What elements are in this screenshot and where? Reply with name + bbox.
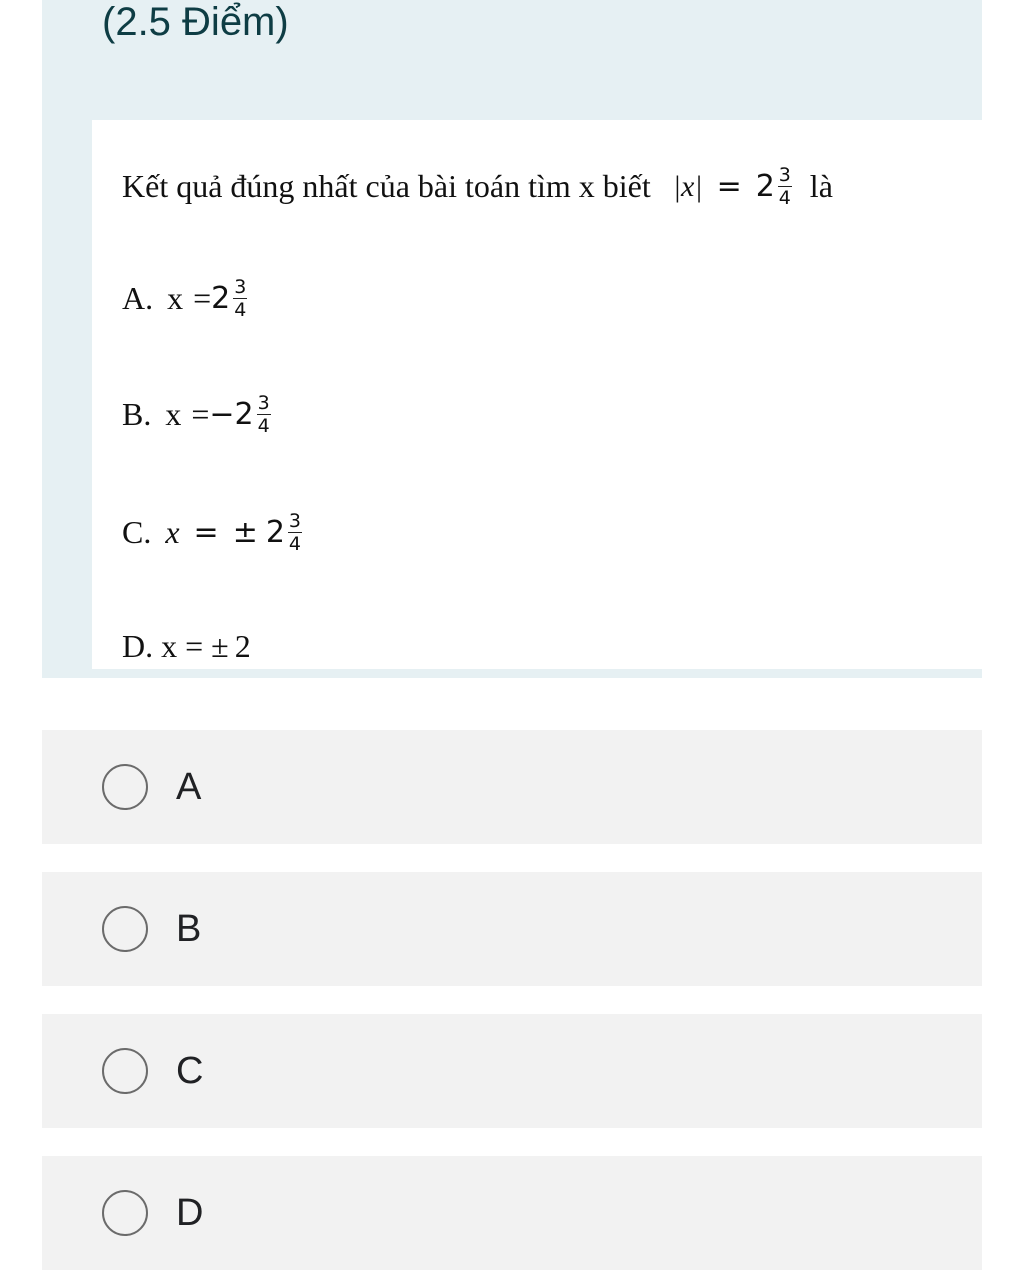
question-fraction: $\frac{3}{4}$ bbox=[778, 164, 791, 209]
radio-button-b[interactable] bbox=[102, 906, 148, 952]
choice-b-label: B bbox=[176, 907, 202, 950]
choice-b-row[interactable] bbox=[42, 872, 982, 986]
option-a-fraction: $\frac{3}{4}$ bbox=[234, 276, 247, 321]
question-suffix: là bbox=[809, 168, 833, 204]
points-label: (2.5 Điểm) bbox=[102, 0, 289, 44]
option-b-text: B. x = − 2 $\frac{3}{4}$ bbox=[122, 392, 270, 437]
question-whole: 2 bbox=[755, 169, 775, 204]
question-text bbox=[122, 164, 833, 209]
choice-a-row[interactable] bbox=[42, 730, 982, 844]
question-abs-x: |x| bbox=[672, 170, 703, 203]
choice-a-label: A bbox=[176, 765, 202, 808]
option-b-fraction: $\frac{3}{4}$ bbox=[257, 392, 270, 437]
option-c-fraction: $\frac{3}{4}$ bbox=[288, 510, 301, 555]
choice-c-row[interactable] bbox=[42, 1014, 982, 1128]
choice-d-label: D bbox=[176, 1191, 204, 1234]
radio-button-a[interactable] bbox=[102, 764, 148, 810]
question-header-panel bbox=[42, 0, 982, 678]
question-card bbox=[92, 120, 1015, 669]
option-c-text: C. x = ± 2 $\frac{3}{4}$ bbox=[122, 510, 301, 555]
choice-d-row[interactable] bbox=[42, 1156, 982, 1270]
option-d-text: D. x = ± 2 bbox=[122, 628, 251, 664]
radio-button-c[interactable] bbox=[102, 1048, 148, 1094]
question-prefix: Kết quả đúng nhất của bài toán tìm x biết bbox=[122, 168, 651, 204]
question-equals: = bbox=[716, 169, 742, 204]
radio-button-d[interactable] bbox=[102, 1190, 148, 1236]
choice-c-label: C bbox=[176, 1049, 204, 1092]
option-a-text: A. x = 2 $\frac{3}{4}$ bbox=[122, 276, 247, 321]
